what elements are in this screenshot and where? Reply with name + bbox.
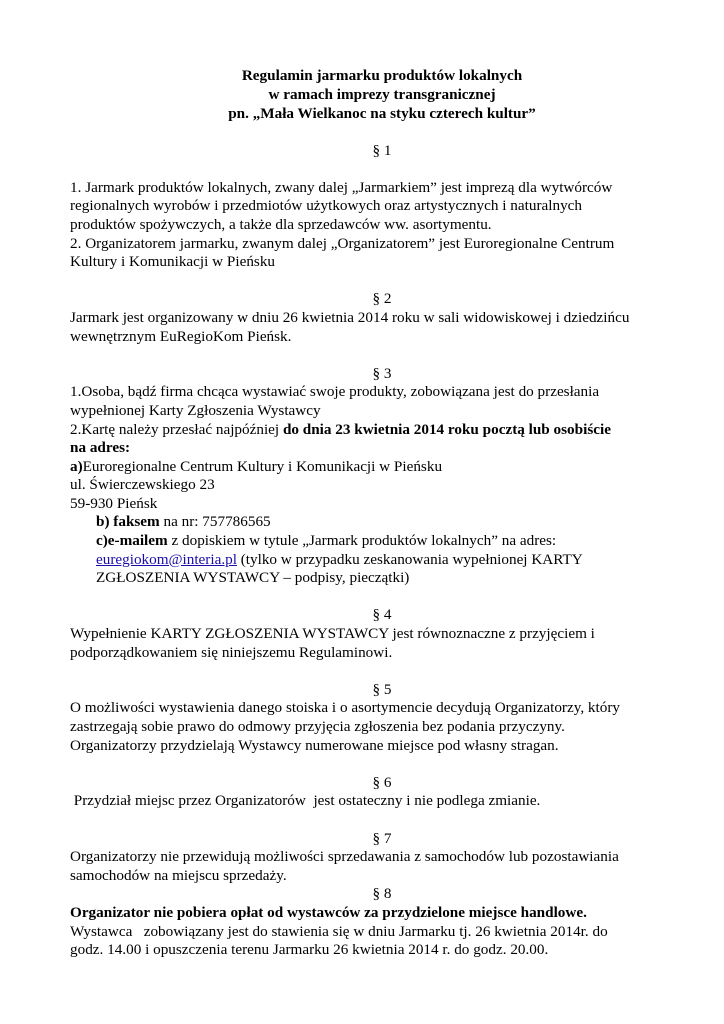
- section-8-paragraph: [70, 904, 684, 960]
- title-line-3: pn. „Mała Wielkanoc na styku czterech kultur”: [228, 105, 536, 122]
- text-line: 1.Osoba, bądź firma chcąca wystawiać swoje produkty, zobowiązana jest do przesłania: [70, 383, 600, 401]
- option-c-label: c)e-mailem: [96, 532, 168, 550]
- text-line: Przydział miejsc przez Organizatorów jest ostateczny i nie podlega zmianie.: [70, 792, 541, 810]
- spacer: [70, 662, 684, 681]
- text-line: Organizatorzy nie przewidują możliwości sprzedawania z samochodów lub pozostawiania: [70, 848, 619, 866]
- spacer: [70, 346, 684, 365]
- email-note: (tylko w przypadku zeskanowania wypełnionej KARTY: [236, 550, 583, 568]
- section-5-paragraph: [70, 699, 684, 755]
- spacer: [70, 272, 684, 291]
- text-line: wypełnionej Karty Zgłoszenia Wystawcy: [70, 401, 321, 419]
- fax-number: na nr: 757786565: [159, 513, 271, 531]
- text-line: [96, 551, 684, 570]
- section-4-paragraph: [70, 625, 684, 662]
- section-7-heading: § 7: [372, 829, 392, 847]
- text-line: zastrzegają sobie prawo do odmowy przyjęcia zgłoszenia bez podania przyczyny.: [70, 718, 565, 735]
- text-line: podporządkowaniem się niniejszemu Regulaminowi.: [70, 643, 393, 661]
- spacer: [70, 588, 684, 607]
- text-line: godz. 14.00 i opuszczenia terenu Jarmarku 26 kwietnia 2014 r. do godz. 20.00.: [70, 941, 549, 959]
- text-line: [96, 532, 684, 551]
- title-line-1: Regulamin jarmarku produktów lokalnych: [241, 67, 523, 84]
- section-2-paragraph: [70, 309, 684, 346]
- section-1-paragraph-2: [70, 235, 684, 272]
- address-organization: Euroregionalne Centrum Kultury i Komunikacji w Pieńsku: [82, 457, 443, 475]
- document-title: [70, 66, 684, 123]
- section-6-paragraph: [70, 792, 684, 811]
- text-line: Organizatorzy przydzielają Wystawcy numerowane miejsce pod własny stragan.: [70, 736, 559, 754]
- spacer: [70, 160, 684, 179]
- spacer: [70, 755, 684, 774]
- section-3-paragraph-2: [70, 421, 684, 458]
- section-8-heading: § 8: [372, 885, 392, 903]
- text-line: regionalnych wyrobów i przedmiotów użytkowych oraz artystycznych i naturalnych: [70, 197, 582, 215]
- fax-option: [70, 513, 684, 532]
- address-street: ul. Świerczewskiego 23: [70, 476, 215, 494]
- text-line: O możliwości wystawienia danego stoiska i o asortymencie decydują Organizatorzy, który: [70, 699, 620, 717]
- text-line: Wypełnienie KARTY ZGŁOSZENIA WYSTAWCY jest równoznaczne z przyjęciem i: [70, 625, 595, 643]
- section-1-heading: § 1: [372, 141, 392, 159]
- email-link[interactable]: euregiokom@interia.pl: [96, 550, 237, 568]
- spacer: [70, 123, 684, 142]
- spacer: [70, 811, 684, 830]
- email-option: [70, 532, 684, 588]
- option-a-label: a): [70, 457, 83, 475]
- text-line: samochodów na miejscu sprzedaży.: [70, 866, 287, 884]
- text-line: Wystawca zobowiązany jest do stawienia się w dniu Jarmarku tj. 26 kwietnia 2014r. do: [70, 922, 608, 940]
- text-line: ZGŁOSZENIA WYSTAWCY – podpisy, pieczątki): [96, 569, 410, 587]
- section-4-heading: § 4: [372, 606, 392, 624]
- section-5-heading: § 5: [372, 680, 392, 698]
- address-line-a: [70, 458, 684, 477]
- address-block: [70, 458, 684, 514]
- fee-statement-bold: Organizator nie pobiera opłat od wystawców za przydzielone miejsce handlowe.: [70, 903, 587, 921]
- deadline-bold: do dnia 23 kwietnia 2014 roku pocztą lub osobiście: [282, 420, 611, 438]
- section-1-paragraph-1: [70, 179, 684, 235]
- section-6-heading: § 6: [372, 773, 392, 791]
- section-7-paragraph: [70, 848, 684, 885]
- text-line: produktów spożywczych, a także dla sprzedawców ww. asortymentu.: [70, 215, 492, 233]
- section-3-paragraph-1: [70, 383, 684, 420]
- address-label-bold: na adres:: [70, 439, 131, 457]
- text-line: wewnętrznym EuRegioKom Pieńsk.: [70, 327, 292, 345]
- section-2-heading: § 2: [372, 290, 392, 308]
- title-line-2: w ramach imprezy transgranicznej: [268, 86, 496, 103]
- text-line: Jarmark jest organizowany w dniu 26 kwietnia 2014 roku w sali widowiskowej i dziedzińcu: [70, 308, 630, 326]
- text-line: Kultury i Komunikacji w Pieńsku: [70, 253, 276, 271]
- text-line: 2. Organizatorem jarmarku, zwanym dalej „Organizatorem” jest Euroregionalne Centrum: [70, 234, 615, 252]
- section-3-heading: § 3: [372, 364, 392, 382]
- address-city: 59-930 Pieńsk: [70, 494, 158, 512]
- option-b-label: b) faksem: [96, 513, 160, 531]
- text-fragment: 2.Kartę należy przesłać najpóźniej: [70, 420, 283, 438]
- email-instruction: z dopiskiem w tytule „Jarmark produktów lokalnych” na adres:: [167, 532, 557, 550]
- text-line: 1. Jarmark produktów lokalnych, zwany dalej „Jarmarkiem” jest imprezą dla wytwórców: [70, 178, 613, 196]
